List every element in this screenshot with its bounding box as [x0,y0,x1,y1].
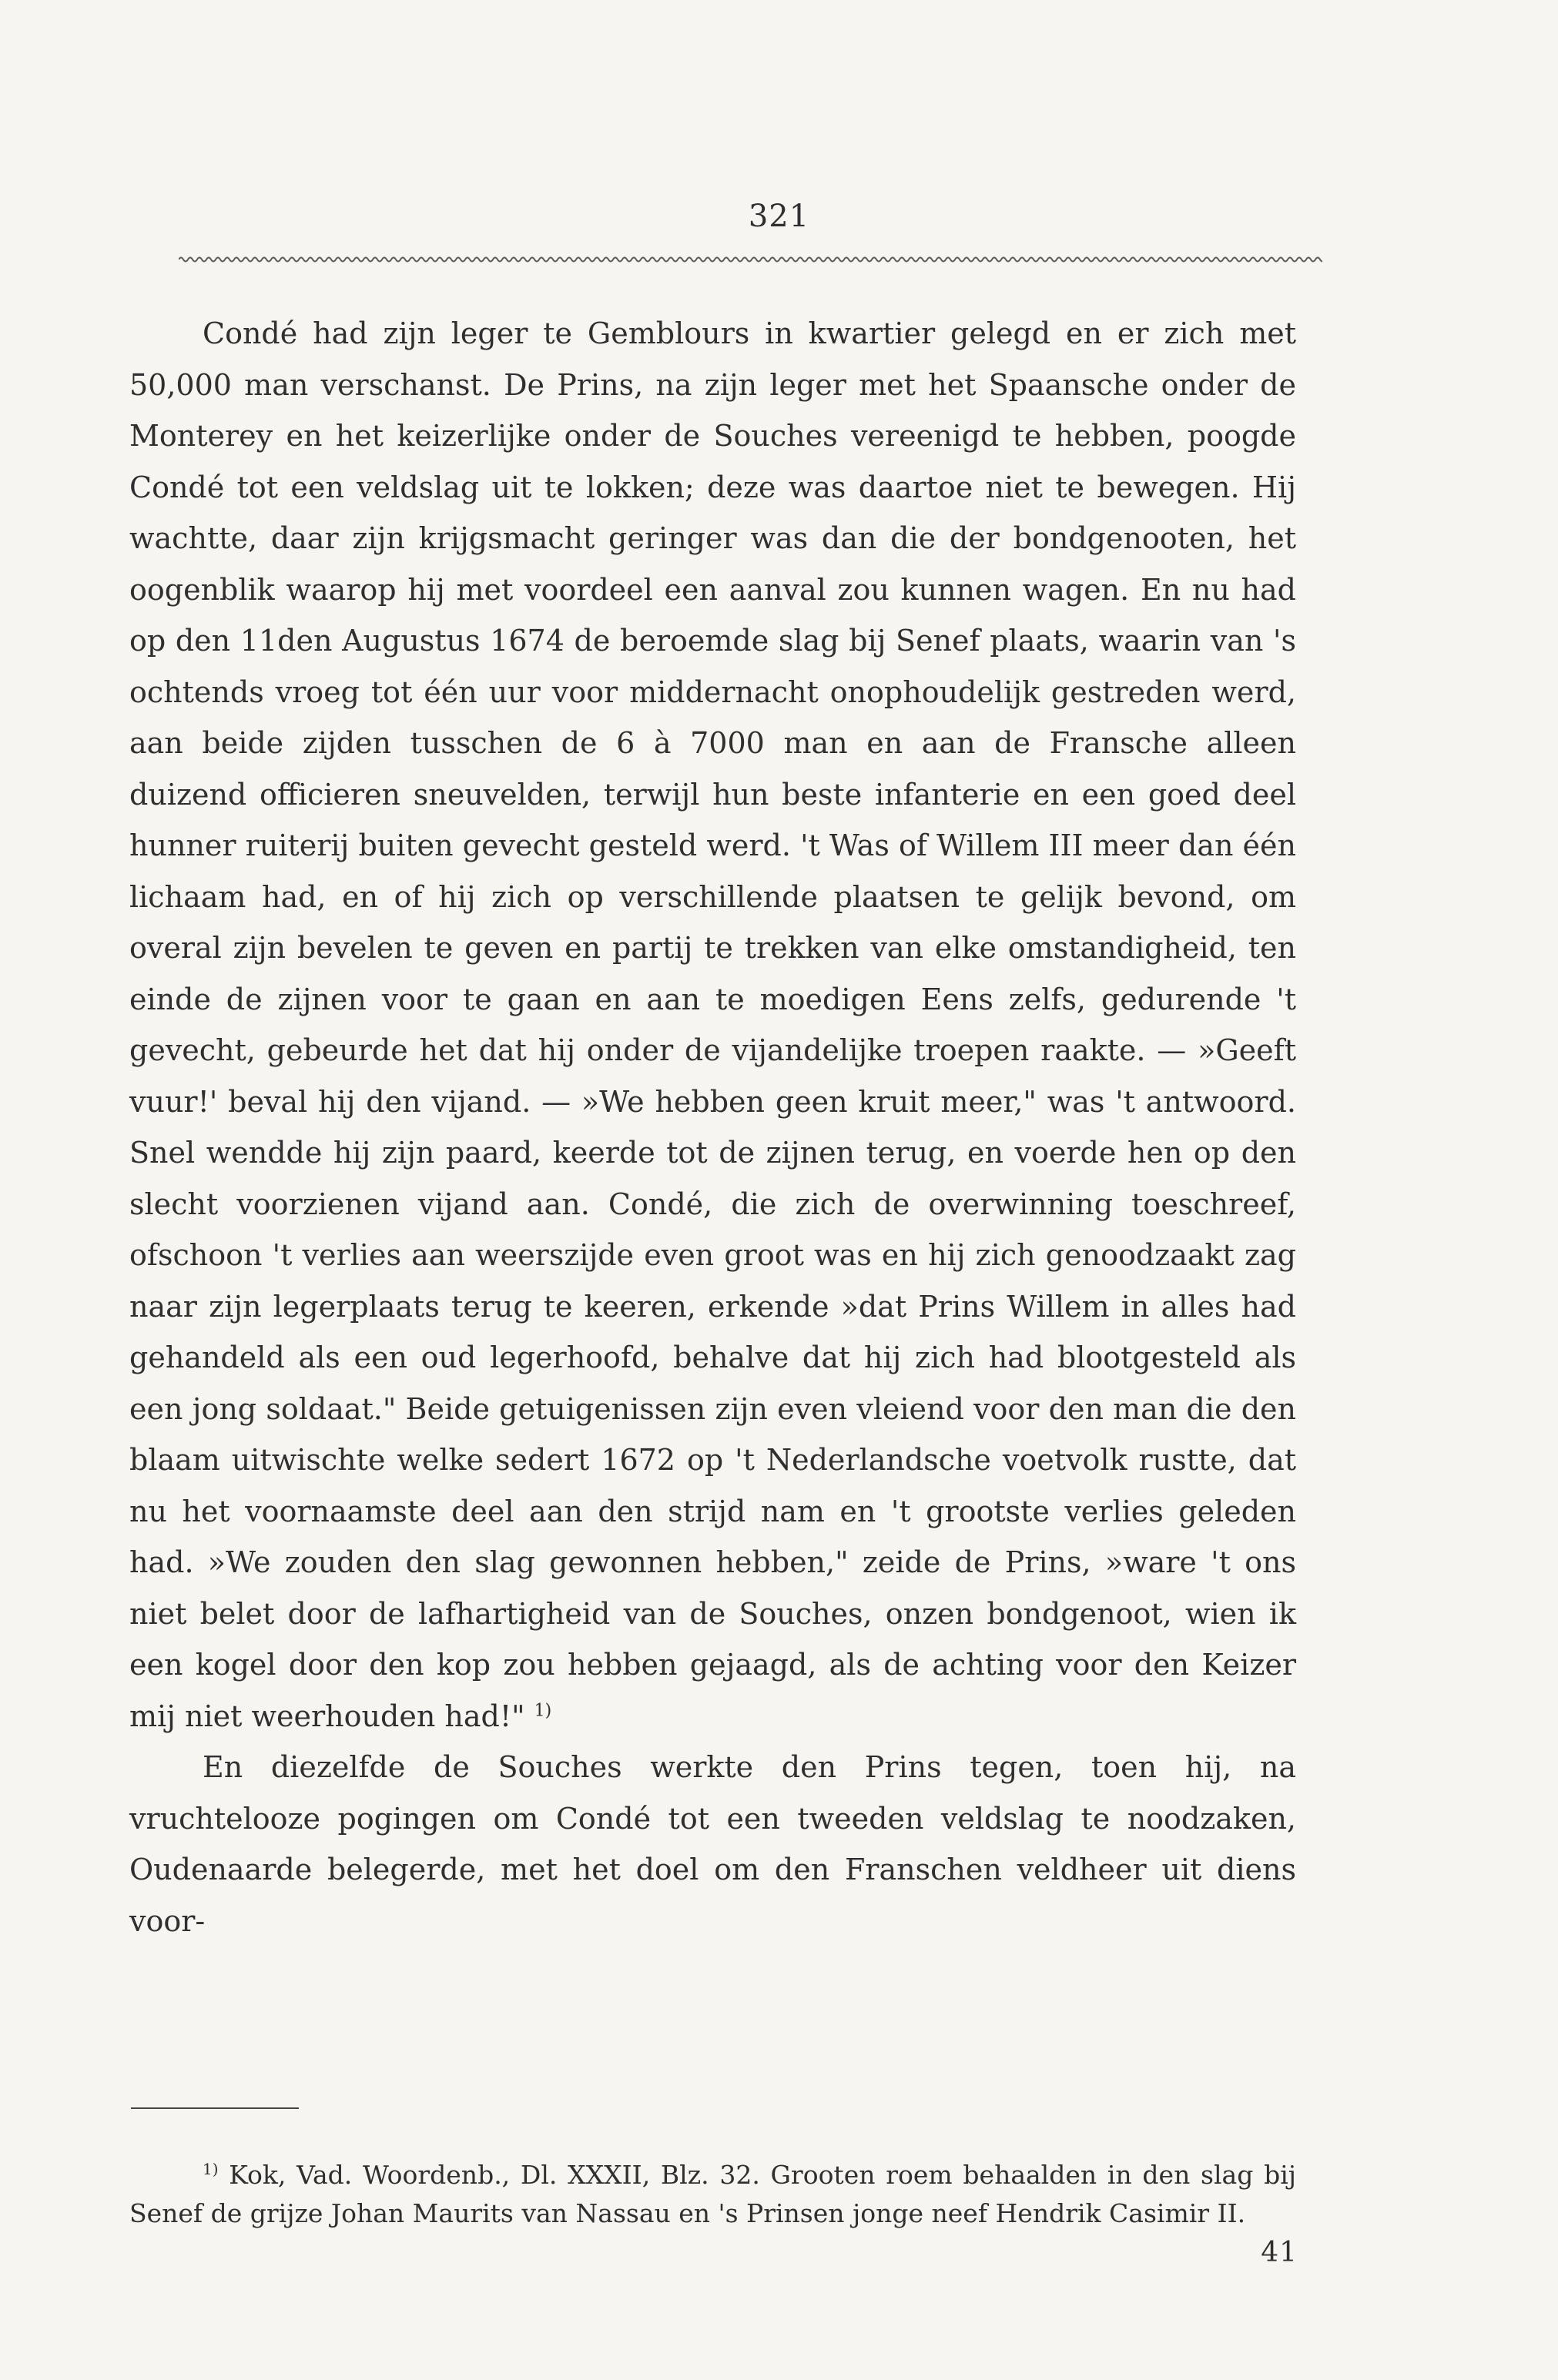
footnote-reference: 1) [534,1700,552,1720]
footnote-text: Kok, Vad. Woordenb., Dl. XXXII, Blz. 32. Grooten roem behaalden in den slag bij Senef de grijze Johan Maurits van Nassau en 's Prinsen jonge neef Hendrik Casimir II. [129,2160,1296,2228]
paragraph [129,1742,1296,1947]
paragraph [129,308,1296,1742]
paragraph-text: En diezelfde de Souches werkte den Prins tegen, toen hij, na vruchtelooze pogingen om Condé tot een tweeden veldslag te noodzaken, Oudenaarde belegerde, met het doel om den Franschen veldheer uit diens voor- [129,1750,1296,1938]
footnote [129,2156,1296,2233]
footnote-mark: 1) [203,2160,219,2178]
wavy-rule-ornament [179,254,1322,265]
footnote-separator [131,2107,299,2109]
body-text [129,308,1296,1947]
paragraph-text: Condé had zijn leger te Gemblours in kwartier gelegd en er zich met 50,000 man verschanst. De Prins, na zijn leger met het Spaansche onder de Monterey en het keizerlijke onder de Souches vereenigd te hebben, poogde Condé tot een veldslag uit te lokken; deze was daartoe niet te bewegen. Hij wachtte, daar zijn krijgsmacht geringer was dan die der bondgenooten, het oogenblik waarop hij met voordeel een aanval zou kunnen wagen. En nu had op den 11den Augustus 1674 de beroemde slag bij Senef plaats, waarin van 's ochtends vroeg tot één uur voor middernacht onophoudelijk gestreden werd, aan beide zijden tusschen de 6 à 7000 man en aan de Fransche alleen duizend officieren sneuvelden, terwijl hun beste infanterie en een goed deel hunner ruiterij buiten gevecht gesteld werd. 't Was of Willem III meer dan één lichaam had, en of hij zich op verschillende plaatsen te gelijk bevond, om overal zijn bevelen te geven en partij te trekken van elke omstandigheid, ten einde de zijnen voor te gaan en aan te moedigen Eens zelfs, gedurende 't gevecht, gebeurde het dat hij onder de vijandelijke troepen raakte. — »Geeft vuur!' beval hij den vijand. — »We hebben geen kruit meer," was 't antwoord. Snel wendde hij zijn paard, keerde tot de zijnen terug, en voerde hen op den slecht voorzienen vijand aan. Condé, die zich de overwinning toeschreef, ofschoon 't verlies aan weerszijde even groot was en hij zich genoodzaakt zag naar zijn legerplaats terug te keeren, erkende »dat Prins Willem in alles had gehandeld als een oud legerhoofd, behalve dat hij zich had blootgesteld als een jong soldaat." Beide getuigenissen zijn even vleiend voor den man die den blaam uitwischte welke sedert 1672 op 't Nederlandsche voetvolk rustte, dat nu het voornaamste deel aan den strijd nam en 't grootste verlies geleden had. »We zouden den slag gewonnen hebben," zeide de Prins, »ware 't ons niet belet door de lafhartigheid van de Souches, onzen bondgenoot, wien ik een kogel door den kop zou hebben gejaagd, als de achting voor den Keizer mij niet weerhouden had!" [129,316,1296,1733]
signature-mark: 41 [1261,2237,1298,2268]
page-number: 321 [748,199,810,234]
